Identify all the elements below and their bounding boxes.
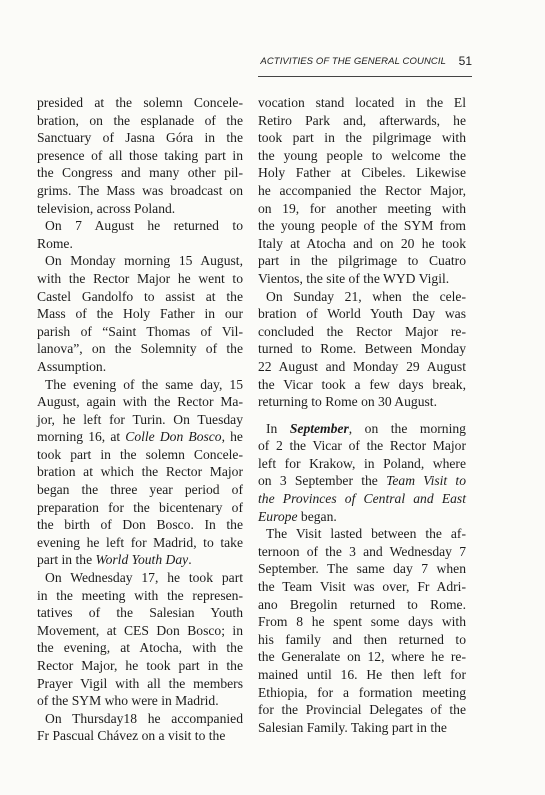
text-line [37, 305, 243, 323]
text-span: August, again with the Rector Ma- [37, 394, 243, 410]
text-line [37, 675, 243, 693]
page-number: 51 [458, 54, 472, 68]
paragraph-gap [258, 411, 466, 420]
text-span: Assumption. [37, 358, 107, 374]
text-line [37, 288, 243, 306]
text-span: the evening, at Atocha, with the [37, 640, 243, 656]
text-span: part in the pilgrimage to Cuatro [258, 253, 466, 269]
text-line [37, 393, 243, 411]
text-line [258, 147, 466, 165]
text-line [37, 463, 243, 481]
text-line [258, 252, 466, 270]
text-span: Castel Gandolfo to assist at the [37, 288, 243, 304]
text-line [258, 94, 466, 112]
text-line [258, 455, 466, 473]
text-line [258, 648, 466, 666]
right-text-column [258, 94, 466, 736]
text-line [37, 376, 243, 394]
text-line [37, 516, 243, 534]
text-line [258, 182, 466, 200]
text-line [37, 499, 243, 517]
text-span: Ethiopia, for a formation meeting [258, 684, 466, 700]
text-line [37, 411, 243, 429]
text-span: parish of “Saint Thomas of Vil- [37, 323, 243, 339]
text-span: Movement, at CES Don Bosco; in [37, 622, 243, 638]
text-line [37, 129, 243, 147]
text-span: evening he left for Madrid, to take [37, 534, 243, 550]
text-line [37, 587, 243, 605]
text-span: Fr Pascual Chávez on a visit to the [37, 728, 226, 744]
text-line [258, 323, 466, 341]
text-line [258, 472, 466, 490]
text-span: In [266, 420, 290, 436]
text-span: morning 16, at [37, 429, 126, 445]
text-span: bration at which the Rector Major [37, 464, 243, 480]
text-line [258, 288, 466, 306]
text-span: 22 August and Monday 29 August [258, 358, 466, 374]
text-span: On Thursday18 he accompanied [45, 710, 243, 726]
text-span: took part in the solemn Concele- [37, 446, 243, 462]
text-span: tatives of the Salesian Youth [37, 605, 243, 621]
text-span: mained until 16. He then left for [258, 667, 466, 682]
text-line [37, 147, 243, 165]
running-header [258, 50, 472, 77]
text-span: the young people to welcome the [258, 147, 466, 163]
text-span: September. The same day 7 when [258, 561, 466, 577]
text-line [37, 446, 243, 464]
text-span: grims. The Mass was broadcast on [37, 182, 243, 198]
left-text-column [37, 94, 243, 745]
text-span: Vientos, the site of the WYD Vigil. [258, 270, 450, 286]
text-span: jor, he left for Turin. On Tuesday [37, 411, 243, 427]
text-span: Rector Major, he took part in the [37, 658, 243, 673]
text-span: on 3 September the [258, 473, 387, 489]
text-span: his family and then returned to [258, 631, 466, 647]
text-line [258, 376, 466, 394]
header-title: ACTIVITIES OF THE GENERAL COUNCIL [260, 56, 446, 67]
text-span: concluded the Rector Major re- [258, 323, 466, 339]
text-line [258, 578, 466, 596]
text-span: television, across Poland. [37, 200, 176, 216]
text-line [37, 622, 243, 640]
text-span: On Wednesday 17, he took part [45, 570, 243, 586]
text-line [37, 692, 243, 710]
text-line [258, 490, 466, 508]
text-span: On Sunday 21, when the cele- [266, 288, 466, 304]
text-line [258, 631, 466, 649]
text-span: began. [297, 508, 337, 524]
text-span: presided at the solemn Concele- [37, 95, 243, 110]
text-line [258, 525, 466, 543]
text-line [258, 719, 466, 737]
text-line [258, 543, 466, 561]
text-line [37, 551, 243, 569]
text-span: The Visit lasted between the af- [266, 526, 466, 542]
text-span: with the Rector Major he went to [37, 270, 243, 286]
text-span: vocation stand located in the El [258, 95, 466, 110]
text-span: the Vicar took a few days break, [258, 376, 466, 392]
text-line [37, 481, 243, 499]
text-line [37, 112, 243, 130]
text-line [258, 437, 466, 455]
text-span: , on the morning [348, 420, 466, 436]
text-span: presence of all those taking part in [37, 147, 243, 163]
text-line [37, 534, 243, 552]
text-span: left for Krakow, in Poland, where [258, 455, 466, 471]
text-span: Mass of the Holy Father in our [37, 306, 243, 322]
text-line [37, 235, 243, 253]
text-line [258, 666, 466, 684]
text-span: bration, on the esplanade of the [37, 112, 243, 128]
text-line [37, 604, 243, 622]
text-line [258, 613, 466, 631]
text-span: part in the [37, 552, 96, 568]
text-span: From 8 he spent some days with [258, 614, 466, 630]
text-span: turned to Rome. Between Monday [258, 341, 466, 357]
text-line [37, 340, 243, 358]
text-line [258, 340, 466, 358]
text-span: in the meeting with the represen- [37, 587, 243, 603]
text-line [258, 393, 466, 411]
text-span: The evening of the same day, 15 [45, 376, 243, 392]
text-line [37, 323, 243, 341]
text-line [258, 129, 466, 147]
text-span: Retiro Park and, afterwards, he [258, 112, 466, 128]
text-span: , he [221, 429, 243, 445]
text-span: lanova”, on the Solemnity of the [37, 341, 243, 357]
text-span: ternoon of the 3 and Wednesday 7 [258, 543, 466, 559]
text-span: ano Bregolin returned to Rome. [258, 596, 466, 612]
text-line [258, 164, 466, 182]
text-line [258, 235, 466, 253]
text-line [258, 701, 466, 719]
text-span: of the SYM who were in Madrid. [37, 693, 219, 709]
text-span: On Monday morning 15 August, [45, 253, 243, 269]
text-line [37, 182, 243, 200]
text-line [258, 684, 466, 702]
text-line [258, 358, 466, 376]
text-line [37, 428, 243, 446]
text-line [258, 420, 466, 438]
text-line [258, 305, 466, 323]
text-line [37, 252, 243, 270]
text-span: took part in the pilgrimage with [258, 130, 466, 146]
emphasis-text: Team Visit to [386, 473, 466, 489]
text-line [258, 560, 466, 578]
text-line [37, 217, 243, 235]
text-line [37, 94, 243, 112]
text-line [37, 569, 243, 587]
text-line [258, 270, 466, 288]
text-line [37, 358, 243, 376]
text-span: for the Provincial Delegates of the [258, 702, 466, 718]
emphasis-text: the Provinces of Central and East [258, 491, 466, 507]
text-line [37, 639, 243, 657]
text-line [37, 200, 243, 218]
text-line [37, 710, 243, 728]
text-line [37, 657, 243, 675]
text-line [258, 112, 466, 130]
text-span: Italy at Atocha and on 20 he took [258, 235, 466, 251]
text-span: the Congress and many other pil- [37, 165, 243, 181]
text-span: Prayer Vigil with all the members [37, 675, 243, 691]
text-line [37, 164, 243, 182]
emphasis-text: September [289, 420, 349, 436]
text-span: . [188, 552, 192, 568]
text-line [37, 270, 243, 288]
text-span: of 2 the Vicar of the Rector Major [258, 438, 466, 454]
text-span: on 19, for another meeting with [258, 200, 466, 216]
text-line [37, 727, 243, 745]
text-span: Sanctuary of Jasna Góra in the [37, 130, 243, 146]
text-span: Rome. [37, 235, 73, 251]
text-line [258, 217, 466, 235]
text-span: began the three year period of [37, 482, 243, 498]
text-span: he accompanied the Rector Major, [258, 182, 466, 198]
emphasis-text: Colle Don Bosco [125, 429, 222, 445]
text-span: Salesian Family. Taking part in the [258, 719, 447, 735]
text-span: On 7 August he returned to [45, 218, 243, 234]
emphasis-text: World Youth Day [95, 552, 189, 568]
text-span: Holy Father at Cibeles. Likewise [258, 165, 466, 181]
emphasis-text: Europe [258, 508, 298, 524]
text-line [258, 596, 466, 614]
text-span: the Team Visit was over, Fr Adri- [258, 579, 466, 595]
text-line [258, 508, 466, 526]
text-span: preparation for the bicentenary of [37, 499, 243, 515]
text-span: the birth of Don Bosco. In the [37, 517, 243, 533]
text-span: returning to Rome on 30 August. [258, 394, 437, 410]
text-line [258, 200, 466, 218]
text-span: the young people of the SYM from [258, 218, 466, 234]
text-span: bration of World Youth Day was [258, 306, 466, 322]
text-span: the Generalate on 12, where he re- [258, 649, 466, 665]
